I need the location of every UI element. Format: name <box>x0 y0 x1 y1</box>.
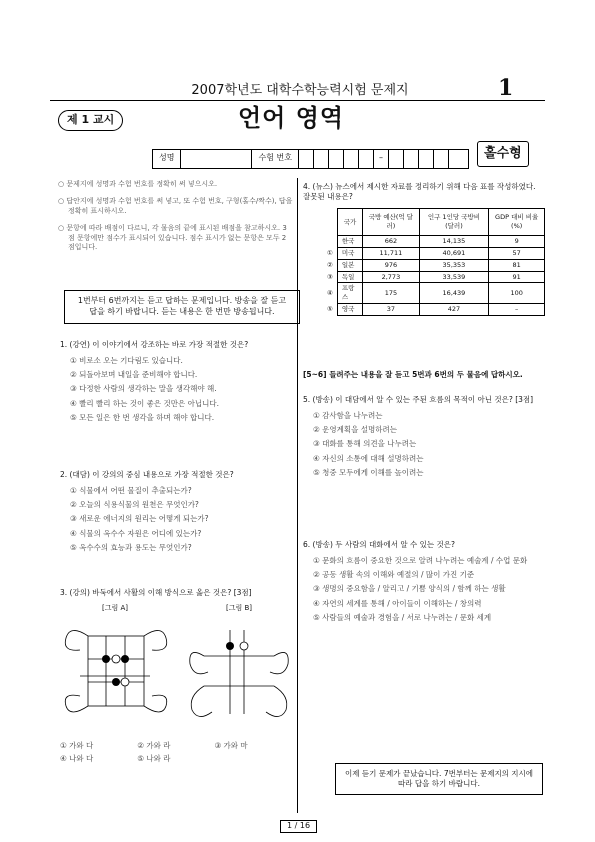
country-cell: 한국 <box>337 236 362 248</box>
table-row <box>323 248 545 260</box>
value-cell: 100 <box>489 283 545 304</box>
data-table <box>323 208 545 315</box>
header-rule <box>50 100 545 101</box>
answer-option[interactable]: ① 문화의 흐름이 중요한 것으로 알려 나누려는 예술계 / 수업 문화 <box>313 556 528 566</box>
table-header: GDP 대비 비율(%) <box>489 209 545 236</box>
exam-digit[interactable] <box>434 150 449 168</box>
answer-option[interactable]: ⑤ 나와 라 <box>137 753 171 763</box>
answer-option[interactable]: ④ 빨리 빨리 하는 것이 좋은 것만은 아닙니다. <box>70 398 219 408</box>
row-marker: ④ <box>327 288 333 297</box>
value-cell: 9 <box>489 236 545 248</box>
table-row <box>323 271 545 283</box>
question-stem: 1. (강연) 이 이야기에서 강조하는 바로 가장 적절한 것은? <box>60 340 249 349</box>
name-field[interactable] <box>181 150 252 168</box>
closing-instruction-box: 이제 듣기 문제가 끝났습니다. 7번부터는 문제지의 지시에 따라 답을 하기 바랍니다. <box>335 763 543 795</box>
question-3 <box>60 588 294 767</box>
figure-a <box>60 604 170 737</box>
answer-option[interactable]: ④ 나와 다 <box>60 753 94 763</box>
answer-option[interactable]: ② 운영계획을 설명하려는 <box>313 425 397 435</box>
answer-option[interactable]: ① 가와 다 <box>60 740 94 750</box>
answer-option[interactable]: ④ 자신의 소통에 대해 설명하려는 <box>313 453 424 463</box>
table-row <box>323 283 545 304</box>
listening-instruction-box: 1번부터 6번까지는 듣고 답하는 문제입니다. 방송을 잘 듣고 답을 하기 바랍니다. 듣는 내용은 한 번만 방송됩니다. <box>64 290 300 324</box>
exam-number-label: 수험 번호 <box>252 150 298 168</box>
row-marker: ③ <box>327 272 333 281</box>
answer-option[interactable]: ③ 생명의 중요함을 / 알리고 / 기쁨 양식의 / 함께 하는 생활 <box>313 584 506 594</box>
value-cell: 81 <box>489 259 545 271</box>
period-badge: 제 1 교시 <box>58 110 123 131</box>
value-cell: 175 <box>363 283 419 304</box>
value-cell: 40,691 <box>419 248 489 260</box>
section-instruction: [5~6] 들려주는 내용을 잘 듣고 5번과 6번의 두 물음에 답하시오. <box>303 370 523 379</box>
exam-digit[interactable] <box>299 150 314 168</box>
table-header: 국방 예산(억 달러) <box>363 209 419 236</box>
row-marker: ② <box>327 260 333 269</box>
notice-item: ○ 답안지에 성명과 수험 번호를 써 넣고, 또 수험 번호, 구형(홀수/짝수), 답을 정확히 표시하시오. <box>58 197 293 215</box>
value-cell: 976 <box>363 259 419 271</box>
value-cell: 33,539 <box>419 271 489 283</box>
row-marker <box>323 236 337 248</box>
question-stem: 5. (방송) 이 대담에서 알 수 있는 주된 흐름의 목적이 아닌 것은? [3점] <box>303 395 534 404</box>
answer-option[interactable]: ⑤ 모든 일은 한 번 생각을 하며 해야 합니다. <box>70 412 215 422</box>
row-marker: ⑤ <box>327 304 333 313</box>
table-header: 인구 1인당 국방비(달러) <box>419 209 489 236</box>
baduk-board-b <box>184 616 294 734</box>
paper-type-badge: 홀수형 <box>477 141 529 167</box>
exam-digit[interactable] <box>344 150 359 168</box>
notice-item: ○ 문제지에 성명과 수험 번호를 정확히 써 넣으시오. <box>58 180 218 188</box>
id-row <box>152 149 469 169</box>
baduk-figures <box>60 604 294 737</box>
name-label: 성명 <box>153 150 181 168</box>
answer-option[interactable]: ③ 새로운 에너지의 원리는 어떻게 되는가? <box>70 514 209 524</box>
exam-dash: – <box>374 150 389 168</box>
country-cell: 미국 <box>337 248 362 260</box>
exam-digit[interactable] <box>314 150 329 168</box>
answer-option[interactable]: ③ 다정한 사람의 생각하는 말을 생각해야 해. <box>70 384 217 394</box>
answer-option[interactable]: ② 되돌아보며 내일을 준비해야 합니다. <box>70 370 198 380</box>
question-stem: 2. (대담) 이 강의의 중심 내용으로 가장 적절한 것은? <box>60 470 234 479</box>
page-number: 1 <box>498 75 514 101</box>
value-cell: 16,439 <box>419 283 489 304</box>
value-cell: 14,135 <box>419 236 489 248</box>
country-cell: 영국 <box>337 303 362 315</box>
answer-option[interactable]: ⑤ 청중 모두에게 이해를 높이려는 <box>313 467 424 477</box>
answer-option[interactable]: ③ 가와 마 <box>214 740 248 750</box>
answer-option[interactable]: ① 감사함을 나누려는 <box>313 411 383 421</box>
answer-option[interactable]: ① 식물에서 어떤 물질이 추출되는가? <box>70 486 192 496</box>
answer-option[interactable]: ③ 대화를 통해 의견을 나누려는 <box>313 439 417 449</box>
value-cell: 427 <box>419 303 489 315</box>
answer-option[interactable]: ⑤ 사람들의 예술과 경험을 / 서로 나누려는 / 문화 세계 <box>313 612 492 622</box>
question-6 <box>303 540 545 627</box>
answer-option[interactable]: ② 가와 라 <box>137 740 171 750</box>
question-2 <box>60 470 294 557</box>
question-stem: 3. (강의) 바둑에서 사활의 이해 방식으로 옳은 것은? [3점] <box>60 588 252 597</box>
notice-list <box>58 180 293 261</box>
subject-title: 언어 영역 <box>238 104 345 132</box>
exam-digit[interactable] <box>449 150 463 168</box>
row-marker: ① <box>327 249 333 258</box>
exam-digit[interactable] <box>329 150 344 168</box>
table-row <box>323 236 545 248</box>
exam-digit[interactable] <box>359 150 374 168</box>
answer-option[interactable]: ⑤ 옥수수의 효능과 용도는 무엇인가? <box>70 542 192 552</box>
answer-option[interactable]: ② 공동 생활 속의 이해와 예절의 / 많이 가진 기준 <box>313 570 475 580</box>
value-cell: 662 <box>363 236 419 248</box>
value-cell: 35,353 <box>419 259 489 271</box>
exam-digit[interactable] <box>419 150 434 168</box>
notice-item: ○ 문항에 따라 배점이 다르니, 각 물음의 끝에 표시된 배점을 참고하시오. 3점 문항에만 점수가 표시되어 있습니다. 점수 표시가 없는 문항은 모두 2점입니다. <box>58 224 287 252</box>
figure-caption: [그림 B] <box>225 604 252 613</box>
answer-option[interactable]: ④ 식물의 옥수수 자원은 어디에 있는가? <box>70 528 202 538</box>
value-cell: 2,773 <box>363 271 419 283</box>
value-cell: 11,711 <box>363 248 419 260</box>
question-stem: 4. (뉴스) 뉴스에서 제시한 자료를 정리하기 위해 다음 표를 작성하였다. 잘못된 내용은? <box>303 182 536 202</box>
country-cell: 독일 <box>337 271 362 283</box>
table-row <box>323 303 545 315</box>
value-cell: 37 <box>363 303 419 315</box>
table-row <box>323 259 545 271</box>
question-stem: 6. (방송) 두 사람의 대화에서 알 수 있는 것은? <box>303 540 455 549</box>
answer-option[interactable]: ④ 자연의 세계를 통해 / 아이들이 이해하는 / 창의력 <box>313 598 482 608</box>
country-cell: 프랑스 <box>337 283 362 304</box>
country-cell: 일본 <box>337 259 362 271</box>
baduk-board-a <box>60 616 170 734</box>
value-cell: 91 <box>489 271 545 283</box>
exam-title: 2007학년도 대학수학능력시험 문제지 <box>191 83 409 98</box>
value-cell: – <box>489 303 545 315</box>
answer-option[interactable]: ② 오늘의 식용식물의 원천은 무엇인가? <box>70 500 199 510</box>
value-cell: 57 <box>489 248 545 260</box>
figure-b <box>184 604 294 737</box>
question-4 <box>303 182 545 316</box>
exam-digit[interactable] <box>389 150 404 168</box>
question-5 <box>303 395 545 482</box>
question-1 <box>60 340 294 427</box>
exam-digit[interactable] <box>404 150 419 168</box>
column-divider <box>297 178 298 813</box>
figure-caption: [그림 A] <box>102 604 128 613</box>
table-header: 국가 <box>337 209 362 236</box>
answer-option[interactable]: ① 비로소 오는 기다림도 있습니다. <box>70 356 183 366</box>
answer-options <box>60 741 294 767</box>
page-footer: 1 / 16 <box>280 820 317 833</box>
